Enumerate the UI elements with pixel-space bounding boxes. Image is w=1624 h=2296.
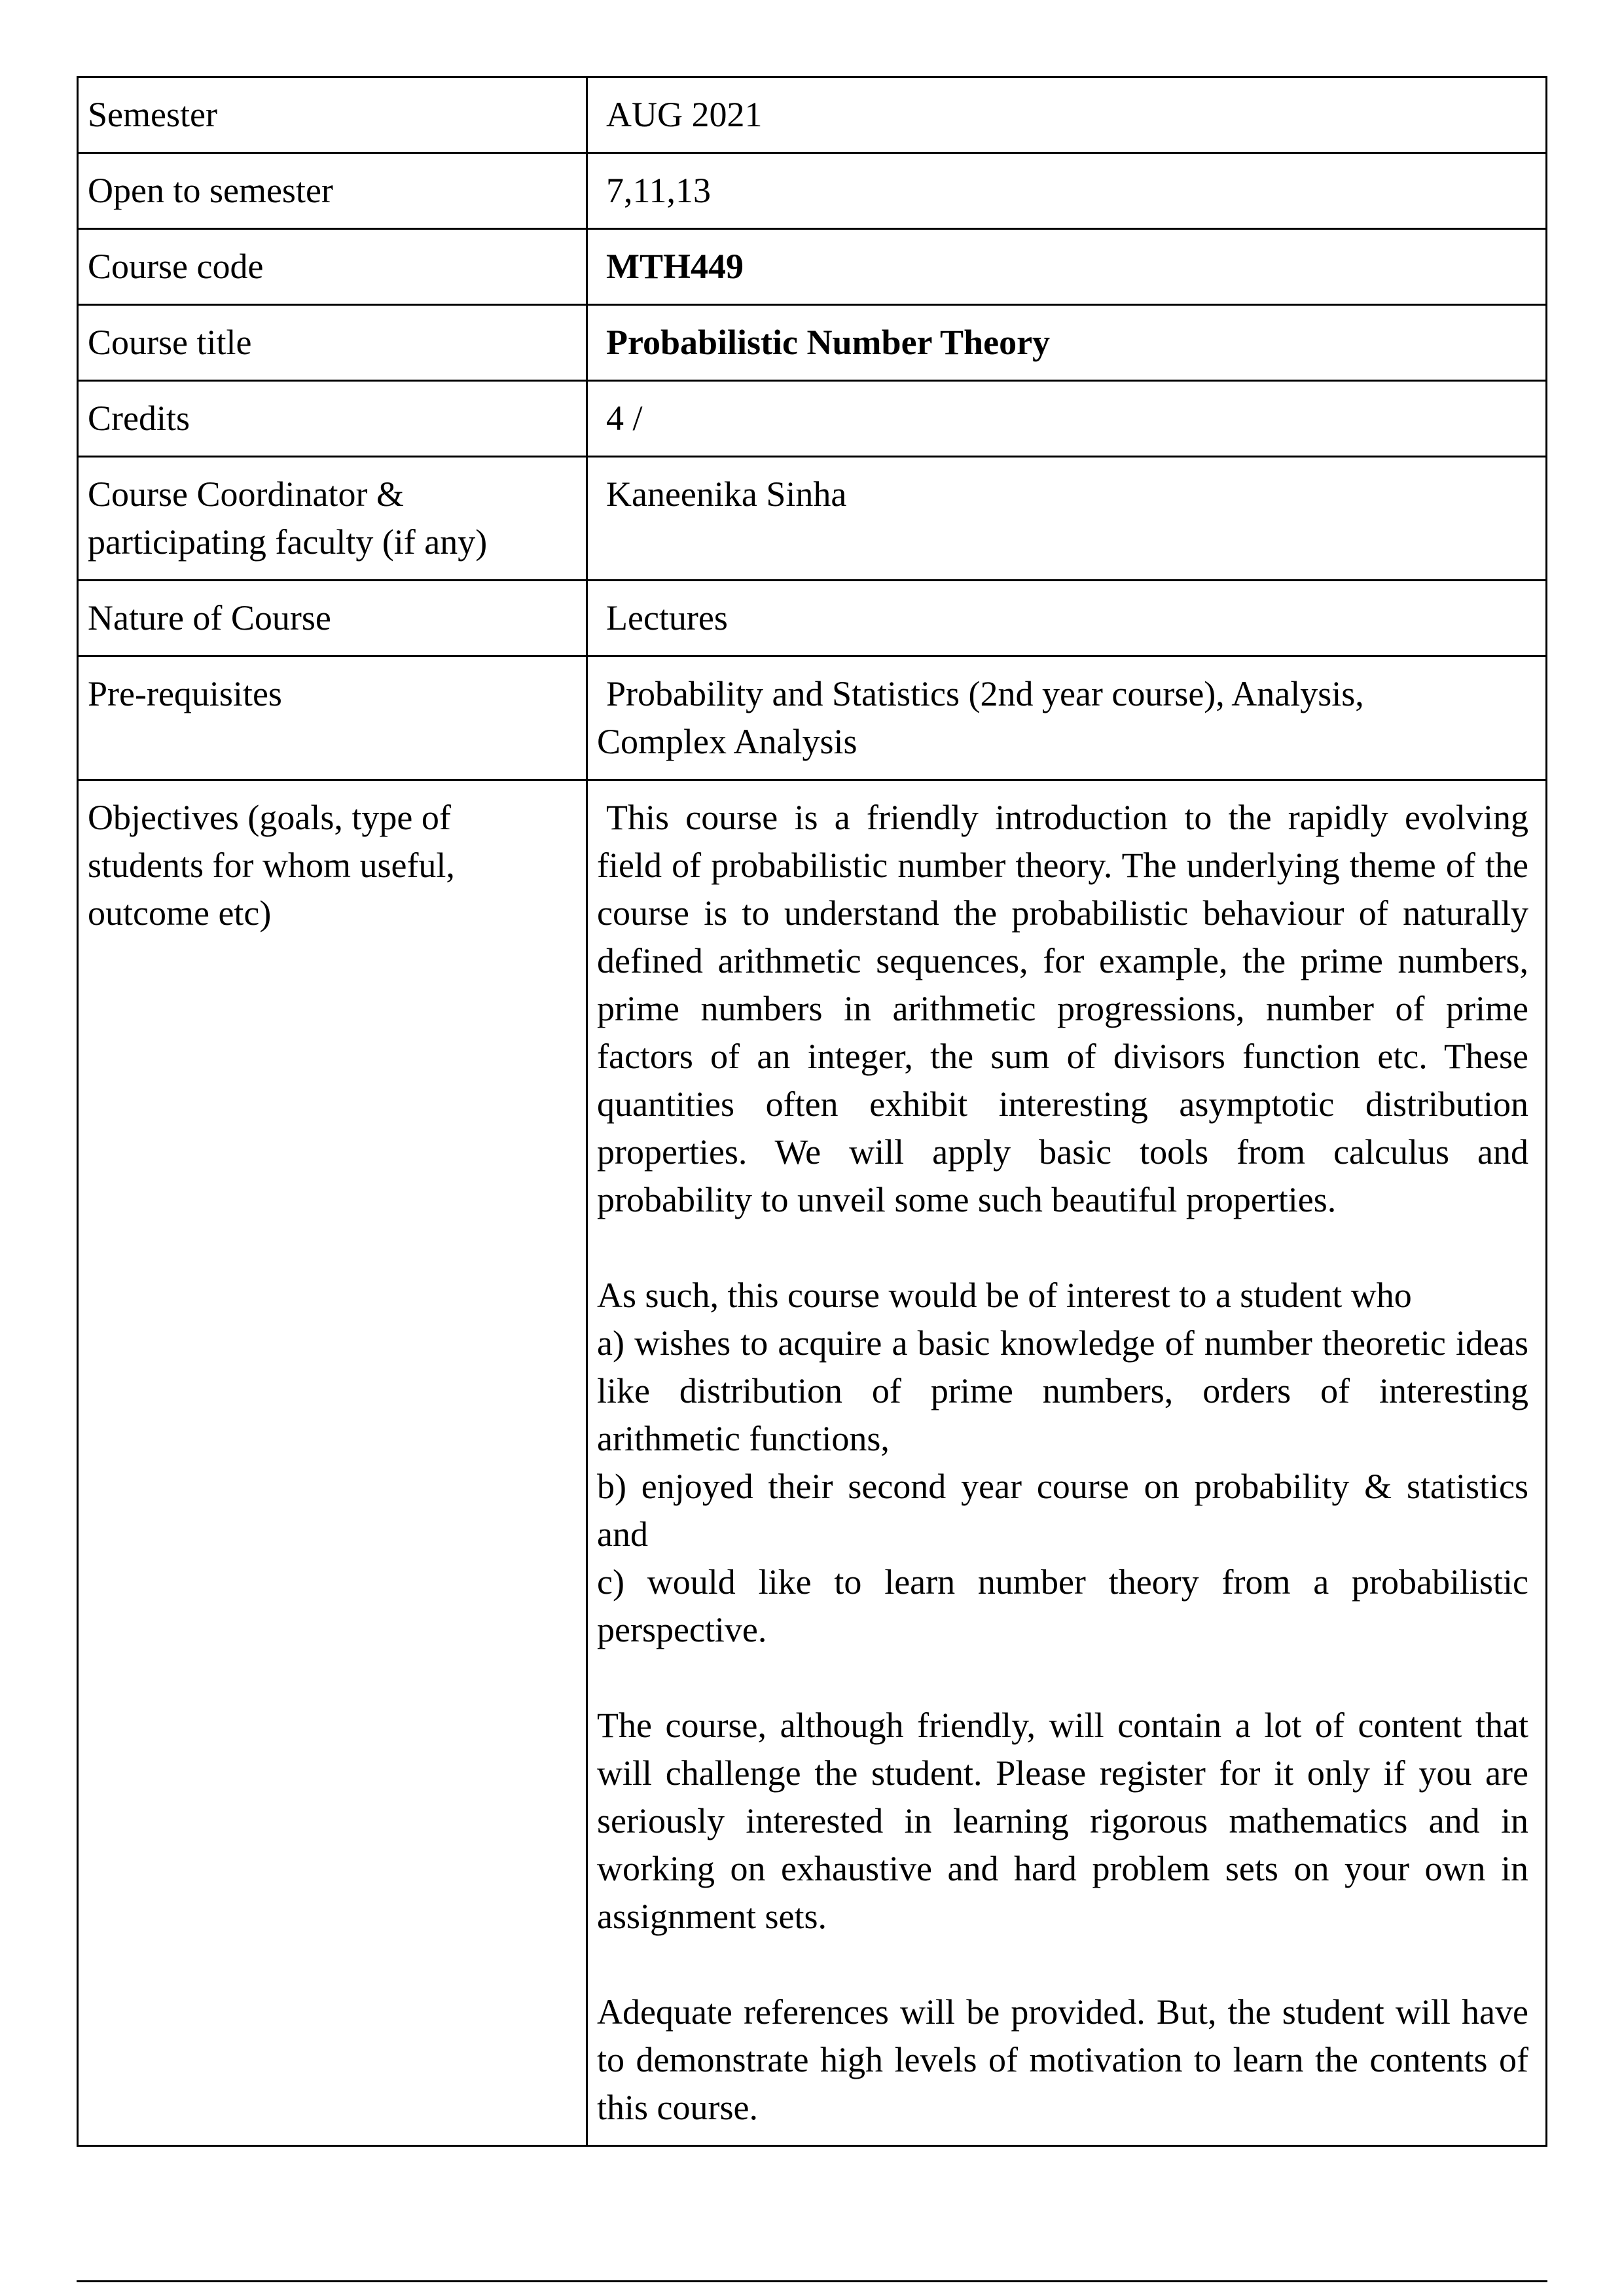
footer-divider <box>77 2280 1547 2282</box>
objectives-paragraph: This course is a friendly introduction to the rapidly evolving field of probabilistic number theory. The underlying theme of the course is to understand the probabilistic behaviour of naturally defined arithmetic sequences, for example, the prime numbers, prime numbers in arithmetic progressions, number of prime factors of an integer, the sum of divisors function etc. These quantities often exhibit interesting asymptotic distribution properties. We will apply basic tools from calculus and probability to unveil some such beautiful properties. <box>597 798 1528 1219</box>
table-row <box>78 305 1547 381</box>
table-row <box>78 581 1547 656</box>
nature-of-course-label: Nature of Course <box>78 581 587 656</box>
table-row <box>78 457 1547 581</box>
objectives-paragraph: Adequate references will be provided. But, the student will have to demonstrate high levels of motivation to learn the contents of this course. <box>597 1992 1528 2127</box>
course-title-label: Course title <box>78 305 587 381</box>
course-title-value: Probabilistic Number Theory <box>587 305 1547 381</box>
open-to-semester-label: Open to semester <box>78 153 587 229</box>
nature-of-course-value: Lectures <box>587 581 1547 656</box>
table-row <box>78 656 1547 780</box>
pre-requisites-label: Pre-requisites <box>78 656 587 780</box>
credits-value: 4 / <box>587 381 1547 457</box>
course-coordinator-value: Kaneenika Sinha <box>587 457 1547 581</box>
table-row <box>78 381 1547 457</box>
course-code-label: Course code <box>78 229 587 305</box>
semester-label: Semester <box>78 77 587 153</box>
objectives-item-a: a) wishes to acquire a basic knowledge of number theoretic ideas like distribution of prime numbers, orders of interesting arithmetic functions, <box>597 1323 1528 1458</box>
objectives-paragraph: The course, although friendly, will contain a lot of content that will challenge the student. Please register for it only if you are seriously interested in learning rigorous mathematics and in working on exhaustive and hard problem sets on your own in assignment sets. <box>597 1706 1528 1936</box>
objectives-item-c: c) would like to learn number theory from a probabilistic perspective. <box>597 1562 1528 1649</box>
objectives-item-b: b) enjoyed their second year course on probability & statistics and <box>597 1467 1528 1554</box>
course-code-value: MTH449 <box>587 229 1547 305</box>
pre-requisites-value: Probability and Statistics (2nd year course), Analysis, Complex Analysis <box>587 656 1547 780</box>
open-to-semester-value: 7,11,13 <box>587 153 1547 229</box>
course-details-table <box>77 76 1547 2147</box>
objectives-intro: As such, this course would be of interest to a student who <box>597 1276 1412 1315</box>
table-row <box>78 153 1547 229</box>
credits-label: Credits <box>78 381 587 457</box>
table-row <box>78 77 1547 153</box>
objectives-label: Objectives (goals, type of students for whom useful, outcome etc) <box>78 780 587 2146</box>
semester-value: AUG 2021 <box>587 77 1547 153</box>
table-row <box>78 780 1547 2146</box>
objectives-value <box>587 780 1547 2146</box>
table-row <box>78 229 1547 305</box>
course-coordinator-label: Course Coordinator & participating faculty (if any) <box>78 457 587 581</box>
